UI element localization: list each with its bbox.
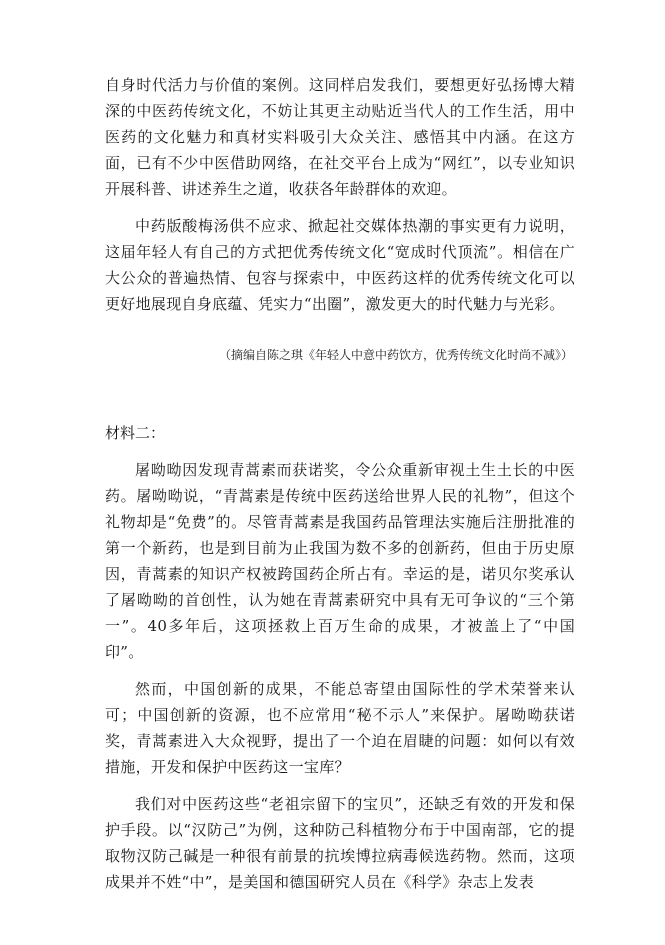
text-block-bottom bbox=[105, 457, 575, 895]
paragraph-intro: 自身时代活力与价值的案例。这同样启发我们，要想更好弘扬博大精深的中医药传统文化，不妨让其更主动贴近当代人的工作生活，用中医药的文化魅力和真材实料吸引大众关注、感悟其中内涵。在这方面，已有不少中医借助网络，在社交平台上成为“网红”，以专业知识开展科普、讲述养生之道，收获各年龄群体的欢迎。 bbox=[105, 76, 575, 198]
paragraph-4: 然而，中国创新的成果，不能总寄望由国际性的学术荣誉来认可；中国创新的资源，也不应常用“秘不示人”来保护。屠呦呦获诺奖，青蒿素进入大众视野，提出了一个迫在眉睫的问题：如何以有效措施，开发和保护中医药这一宝库？ bbox=[105, 680, 575, 776]
paragraph-3: 屠呦呦因发现青蒿素而获诺奖，令公众重新审视土生土长的中医药。屠呦呦说，“青蒿素是传统中医药送给世界人民的礼物”，但这个礼物却是“免费”的。尽管青蒿素是我国药品管理法实施后注册批准的第一个新药，也是到目前为止我国为数不多的创新药，但由于历史原因，青蒿素的知识产权被跨国药企所占有。幸运的是，诺贝尔奖承认了屠呦呦的首创性，认为她在青蒿素研究中具有无可争议的“三个第一”。40多年后，这项拯救上百万生命的成果，才被盖上了“中国印”。 bbox=[105, 461, 575, 661]
paragraph-2: 中药版酸梅汤供不应求、掀起社交媒体热潮的事实更有力说明，这届年轻人有自己的方式把优秀传统文化“宽成时代顶流”。相信在广大公众的普遍热情、包容与探索中，中医药这样的优秀传统文化可以更好地展现自身底蕴、凭实力“出圈”，激发更大的时代魅力与光彩。 bbox=[105, 217, 575, 313]
paragraph-5: 我们对中医药这些“老祖宗留下的宝贝”，还缺乏有效的开发和保护手段。以“汉防己”为例，这种防己科植物分布于中国南部，它的提取物汉防己碱是一种很有前景的抗埃博拉病毒候选药物。然而，这项成果并不姓“中”，是美国和德国研究人员在《科学》杂志上发表 bbox=[105, 795, 575, 891]
text-block-top bbox=[105, 72, 575, 317]
source-citation: （摘编自陈之琪《年轻人中意中药饮方，优秀传统文化时尚不减》） bbox=[218, 348, 573, 362]
material-two-heading: 材料二： bbox=[105, 424, 166, 442]
